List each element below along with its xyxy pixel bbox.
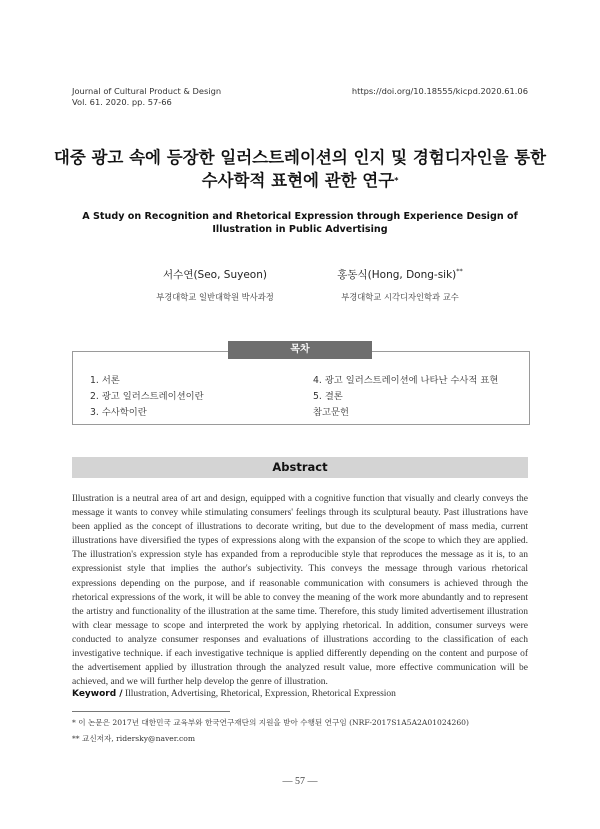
toc-item: 1. 서론 <box>90 375 120 386</box>
korean-title-line2: 수사학적 표현에 관한 연구 <box>201 171 395 190</box>
author-2-affiliation: 부경대학교 시각디자인학과 교수 <box>341 292 459 302</box>
korean-title <box>40 146 560 192</box>
journal-volume: Vol. 61. 2020. pp. 57-66 <box>72 97 172 107</box>
author-1-affiliation: 부경대학교 일반대학원 박사과정 <box>156 292 274 302</box>
korean-title-line1: 대중 광고 속에 등장한 일러스트레이션의 인지 및 경험디자인을 통한 <box>53 148 547 167</box>
keyword-list: Illustration, Advertising, Rhetorical, Expression, Rhetorical Expression <box>124 689 396 699</box>
toc-item: 3. 수사학이란 <box>90 407 147 418</box>
toc-item: 참고문헌 <box>313 407 349 418</box>
title-footnote-mark: * <box>394 176 399 185</box>
page-number: — 57 — <box>282 776 318 787</box>
toc-item: 5. 결론 <box>313 391 343 402</box>
author-2-mark: ** <box>456 267 463 275</box>
journal-name: Journal of Cultural Product & Design <box>72 86 222 96</box>
toc-label: 목차 <box>228 341 372 359</box>
journal-header <box>72 86 221 108</box>
author-1-name: 서수연(Seo, Suyeon) <box>163 269 267 281</box>
author-2-name: 홍동식(Hong, Dong-sik) <box>337 269 457 281</box>
doi-link[interactable]: https://doi.org/10.18555/kicpd.2020.61.06 <box>351 86 528 96</box>
footnote-funding: * 이 논문은 2017년 대한민국 교육부와 한국연구재단의 지원을 받아 수행된 연구임 (NRF-2017S1A5A2A01024260) <box>72 718 469 727</box>
toc-item: 2. 광고 일러스트레이션이란 <box>90 391 204 402</box>
keyword-label: Keyword / <box>72 689 123 699</box>
abstract-heading: Abstract <box>72 457 528 478</box>
english-title: A Study on Recognition and Rhetorical Expression through Experience Design of Illustration in Public Advertising <box>82 211 518 235</box>
toc-item: 4. 광고 일러스트레이션에 나타난 수사적 표현 <box>313 375 499 386</box>
toc-column-left <box>90 373 204 421</box>
keywords <box>72 689 528 699</box>
abstract-text: Illustration is a neutral area of art and design, equipped with a cognitive function that visually and clearly conveys the message it wants to convey while stimulating consumers' feelings through its sculptural beauty. Past illustrations have been applied as the concept of illustrations to decorate writing, but due to the development of mass media, current illustrations have diversified the types of expressions along with the expansion of the scope to which they are applied. The illustration's expression style has expanded from a reproducible style that reproduces the message as it is, to an expressionist style that implies the author's subjectivity. This conveys the message through various rhetorical expressions depending on the purpose, and if reasonable communication with consumers is achieved through the rhetorical expressions of the work, it will be able to convey the meaning of the work more abundantly and to represent the artistry and functionality of the illustration at the same time. Therefore, this study limited advertisement illustration with clear message to scope and interpreted the work by applying rhetorical. In addition, consumer surveys were conducted to analyze consumer responses and evaluations of illustrations according to the classification of each investigative technique. if each investigative technique is applied differently depending on the content and purpose of the advertisement applied by illustration through the analyzed result value, more effective communication will be achieved, and we will further help develop the genre of illustration. <box>72 494 528 688</box>
author-2 <box>320 267 480 303</box>
footnote-divider <box>72 711 230 712</box>
author-1 <box>130 267 300 303</box>
toc-column-right <box>313 373 498 421</box>
footnote-corresponding: ** 교신저자, ridersky@naver.com <box>72 734 196 743</box>
